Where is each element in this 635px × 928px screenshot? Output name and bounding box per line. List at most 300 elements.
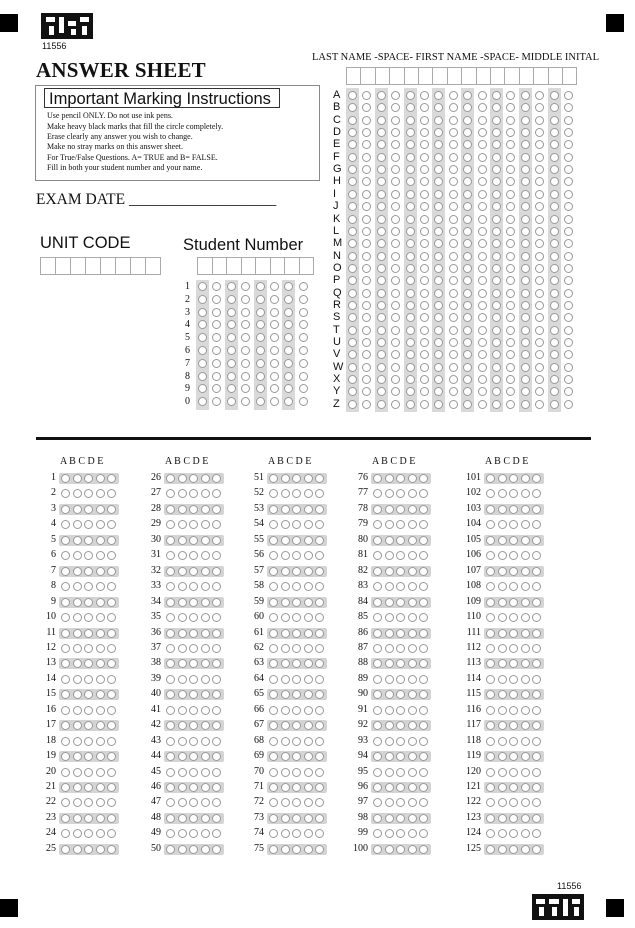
- name-bubble[interactable]: [377, 289, 386, 298]
- entry-box[interactable]: [490, 67, 505, 85]
- name-bubble[interactable]: [506, 215, 515, 224]
- name-bubble[interactable]: [362, 264, 371, 273]
- answer-bubble[interactable]: [107, 567, 116, 576]
- answer-bubble[interactable]: [107, 675, 116, 684]
- entry-box[interactable]: [241, 257, 257, 275]
- name-bubble[interactable]: [449, 301, 458, 310]
- name-bubble[interactable]: [564, 177, 573, 186]
- answer-bubble[interactable]: [408, 768, 417, 777]
- name-bubble[interactable]: [449, 387, 458, 396]
- answer-bubble[interactable]: [396, 706, 405, 715]
- answer-bubble[interactable]: [385, 474, 394, 483]
- name-bubble[interactable]: [362, 289, 371, 298]
- name-bubble[interactable]: [506, 202, 515, 211]
- answer-bubble[interactable]: [419, 582, 428, 591]
- name-bubble[interactable]: [492, 215, 501, 224]
- answer-bubble[interactable]: [107, 582, 116, 591]
- name-bubble[interactable]: [492, 116, 501, 125]
- entry-box[interactable]: [226, 257, 242, 275]
- answer-bubble[interactable]: [509, 706, 518, 715]
- name-bubble[interactable]: [377, 326, 386, 335]
- answer-bubble[interactable]: [315, 798, 324, 807]
- answer-bubble[interactable]: [521, 675, 530, 684]
- answer-bubble[interactable]: [385, 737, 394, 746]
- name-bubble[interactable]: [348, 215, 357, 224]
- name-bubble[interactable]: [420, 140, 429, 149]
- answer-bubble[interactable]: [96, 783, 105, 792]
- answer-bubble[interactable]: [486, 505, 495, 514]
- name-bubble[interactable]: [535, 375, 544, 384]
- name-bubble[interactable]: [463, 252, 472, 261]
- answer-bubble[interactable]: [73, 675, 82, 684]
- answer-bubble[interactable]: [532, 798, 541, 807]
- answer-bubble[interactable]: [292, 567, 301, 576]
- answer-bubble[interactable]: [84, 582, 93, 591]
- name-bubble[interactable]: [535, 301, 544, 310]
- name-bubble[interactable]: [377, 338, 386, 347]
- name-bubble[interactable]: [478, 400, 487, 409]
- entry-box[interactable]: [284, 257, 300, 275]
- answer-bubble[interactable]: [315, 829, 324, 838]
- answer-bubble[interactable]: [281, 598, 290, 607]
- name-bubble[interactable]: [377, 190, 386, 199]
- answer-bubble[interactable]: [408, 598, 417, 607]
- name-bubble[interactable]: [391, 326, 400, 335]
- name-bubble[interactable]: [564, 363, 573, 372]
- answer-bubble[interactable]: [96, 829, 105, 838]
- answer-bubble[interactable]: [521, 582, 530, 591]
- answer-bubble[interactable]: [178, 706, 187, 715]
- answer-bubble[interactable]: [315, 768, 324, 777]
- name-bubble[interactable]: [362, 116, 371, 125]
- answer-bubble[interactable]: [532, 706, 541, 715]
- answer-bubble[interactable]: [84, 474, 93, 483]
- name-bubble[interactable]: [362, 338, 371, 347]
- name-bubble[interactable]: [406, 128, 415, 137]
- answer-bubble[interactable]: [61, 737, 70, 746]
- name-bubble[interactable]: [449, 264, 458, 273]
- answer-bubble[interactable]: [61, 489, 70, 498]
- answer-bubble[interactable]: [269, 798, 278, 807]
- name-bubble[interactable]: [564, 387, 573, 396]
- answer-bubble[interactable]: [532, 768, 541, 777]
- answer-bubble[interactable]: [198, 282, 207, 291]
- answer-bubble[interactable]: [201, 768, 210, 777]
- answer-bubble[interactable]: [61, 567, 70, 576]
- answer-bubble[interactable]: [521, 783, 530, 792]
- name-bubble[interactable]: [449, 239, 458, 248]
- name-bubble[interactable]: [362, 276, 371, 285]
- name-bubble[interactable]: [550, 301, 559, 310]
- name-bubble[interactable]: [550, 387, 559, 396]
- answer-bubble[interactable]: [178, 598, 187, 607]
- answer-bubble[interactable]: [408, 752, 417, 761]
- answer-bubble[interactable]: [107, 551, 116, 560]
- answer-bubble[interactable]: [189, 706, 198, 715]
- name-bubble[interactable]: [362, 190, 371, 199]
- answer-bubble[interactable]: [212, 829, 221, 838]
- name-bubble[interactable]: [406, 301, 415, 310]
- answer-bubble[interactable]: [281, 644, 290, 653]
- name-bubble[interactable]: [535, 177, 544, 186]
- answer-bubble[interactable]: [166, 505, 175, 514]
- answer-bubble[interactable]: [61, 783, 70, 792]
- answer-bubble[interactable]: [373, 675, 382, 684]
- answer-bubble[interactable]: [84, 675, 93, 684]
- name-bubble[interactable]: [478, 313, 487, 322]
- name-bubble[interactable]: [564, 190, 573, 199]
- name-bubble[interactable]: [420, 165, 429, 174]
- answer-bubble[interactable]: [84, 629, 93, 638]
- answer-bubble[interactable]: [419, 706, 428, 715]
- answer-bubble[interactable]: [419, 845, 428, 854]
- answer-bubble[interactable]: [396, 829, 405, 838]
- name-bubble[interactable]: [535, 190, 544, 199]
- answer-bubble[interactable]: [201, 845, 210, 854]
- answer-bubble[interactable]: [227, 333, 236, 342]
- name-bubble[interactable]: [492, 252, 501, 261]
- answer-bubble[interactable]: [486, 814, 495, 823]
- answer-bubble[interactable]: [107, 629, 116, 638]
- name-bubble[interactable]: [521, 400, 530, 409]
- answer-bubble[interactable]: [521, 752, 530, 761]
- answer-bubble[interactable]: [521, 474, 530, 483]
- answer-bubble[interactable]: [532, 551, 541, 560]
- name-bubble[interactable]: [535, 338, 544, 347]
- name-bubble[interactable]: [420, 387, 429, 396]
- entry-box[interactable]: [40, 257, 56, 275]
- name-bubble[interactable]: [434, 326, 443, 335]
- answer-bubble[interactable]: [96, 690, 105, 699]
- name-bubble[interactable]: [564, 400, 573, 409]
- name-bubble[interactable]: [377, 116, 386, 125]
- answer-bubble[interactable]: [292, 551, 301, 560]
- answer-bubble[interactable]: [212, 737, 221, 746]
- name-bubble[interactable]: [391, 202, 400, 211]
- answer-bubble[interactable]: [299, 333, 308, 342]
- answer-bubble[interactable]: [189, 505, 198, 514]
- name-bubble[interactable]: [420, 177, 429, 186]
- name-bubble[interactable]: [420, 190, 429, 199]
- name-bubble[interactable]: [391, 252, 400, 261]
- answer-bubble[interactable]: [281, 752, 290, 761]
- name-bubble[interactable]: [521, 215, 530, 224]
- answer-bubble[interactable]: [107, 644, 116, 653]
- answer-bubble[interactable]: [201, 489, 210, 498]
- answer-bubble[interactable]: [96, 845, 105, 854]
- name-bubble[interactable]: [348, 301, 357, 310]
- answer-bubble[interactable]: [385, 489, 394, 498]
- name-bubble[interactable]: [362, 239, 371, 248]
- answer-bubble[interactable]: [385, 829, 394, 838]
- name-bubble[interactable]: [362, 252, 371, 261]
- answer-bubble[interactable]: [270, 308, 279, 317]
- answer-bubble[interactable]: [408, 829, 417, 838]
- answer-bubble[interactable]: [201, 629, 210, 638]
- answer-bubble[interactable]: [269, 520, 278, 529]
- answer-bubble[interactable]: [385, 659, 394, 668]
- answer-bubble[interactable]: [304, 598, 313, 607]
- name-bubble[interactable]: [535, 165, 544, 174]
- answer-bubble[interactable]: [84, 737, 93, 746]
- answer-bubble[interactable]: [166, 737, 175, 746]
- name-bubble[interactable]: [391, 165, 400, 174]
- answer-bubble[interactable]: [385, 721, 394, 730]
- answer-bubble[interactable]: [166, 783, 175, 792]
- answer-bubble[interactable]: [212, 783, 221, 792]
- name-bubble[interactable]: [478, 227, 487, 236]
- name-bubble[interactable]: [478, 202, 487, 211]
- answer-bubble[interactable]: [212, 372, 221, 381]
- name-bubble[interactable]: [362, 140, 371, 149]
- answer-bubble[interactable]: [299, 295, 308, 304]
- answer-bubble[interactable]: [419, 536, 428, 545]
- answer-bubble[interactable]: [509, 629, 518, 638]
- entry-box[interactable]: [389, 67, 404, 85]
- name-bubble[interactable]: [377, 375, 386, 384]
- name-bubble[interactable]: [506, 338, 515, 347]
- answer-bubble[interactable]: [178, 783, 187, 792]
- name-bubble[interactable]: [348, 91, 357, 100]
- name-bubble[interactable]: [506, 190, 515, 199]
- answer-bubble[interactable]: [269, 644, 278, 653]
- answer-bubble[interactable]: [299, 372, 308, 381]
- answer-bubble[interactable]: [385, 798, 394, 807]
- answer-bubble[interactable]: [408, 737, 417, 746]
- answer-bubble[interactable]: [84, 489, 93, 498]
- answer-bubble[interactable]: [498, 768, 507, 777]
- answer-bubble[interactable]: [189, 613, 198, 622]
- answer-bubble[interactable]: [107, 706, 116, 715]
- answer-bubble[interactable]: [166, 598, 175, 607]
- answer-bubble[interactable]: [419, 629, 428, 638]
- answer-bubble[interactable]: [486, 675, 495, 684]
- answer-bubble[interactable]: [281, 536, 290, 545]
- entry-box[interactable]: [447, 67, 462, 85]
- entry-box[interactable]: [130, 257, 146, 275]
- answer-bubble[interactable]: [96, 489, 105, 498]
- answer-bubble[interactable]: [299, 359, 308, 368]
- answer-bubble[interactable]: [281, 706, 290, 715]
- answer-bubble[interactable]: [166, 814, 175, 823]
- name-bubble[interactable]: [449, 103, 458, 112]
- name-bubble[interactable]: [391, 313, 400, 322]
- answer-bubble[interactable]: [299, 320, 308, 329]
- answer-bubble[interactable]: [532, 536, 541, 545]
- answer-bubble[interactable]: [498, 721, 507, 730]
- answer-bubble[interactable]: [73, 613, 82, 622]
- answer-bubble[interactable]: [532, 829, 541, 838]
- name-bubble[interactable]: [564, 375, 573, 384]
- answer-bubble[interactable]: [304, 551, 313, 560]
- answer-bubble[interactable]: [486, 536, 495, 545]
- name-bubble[interactable]: [362, 91, 371, 100]
- answer-bubble[interactable]: [256, 372, 265, 381]
- answer-bubble[interactable]: [385, 768, 394, 777]
- name-bubble[interactable]: [449, 375, 458, 384]
- answer-bubble[interactable]: [281, 582, 290, 591]
- name-bubble[interactable]: [550, 264, 559, 273]
- answer-bubble[interactable]: [396, 629, 405, 638]
- name-bubble[interactable]: [420, 313, 429, 322]
- name-bubble[interactable]: [391, 103, 400, 112]
- answer-bubble[interactable]: [178, 505, 187, 514]
- name-bubble[interactable]: [391, 153, 400, 162]
- answer-bubble[interactable]: [304, 845, 313, 854]
- name-bubble[interactable]: [478, 140, 487, 149]
- answer-bubble[interactable]: [270, 320, 279, 329]
- answer-bubble[interactable]: [408, 690, 417, 699]
- answer-bubble[interactable]: [498, 613, 507, 622]
- name-bubble[interactable]: [463, 227, 472, 236]
- answer-bubble[interactable]: [509, 551, 518, 560]
- answer-bubble[interactable]: [419, 567, 428, 576]
- answer-bubble[interactable]: [284, 372, 293, 381]
- name-bubble[interactable]: [377, 239, 386, 248]
- name-bubble[interactable]: [506, 350, 515, 359]
- answer-bubble[interactable]: [61, 613, 70, 622]
- answer-bubble[interactable]: [396, 613, 405, 622]
- name-bubble[interactable]: [420, 400, 429, 409]
- answer-bubble[interactable]: [73, 598, 82, 607]
- answer-bubble[interactable]: [107, 783, 116, 792]
- answer-bubble[interactable]: [201, 814, 210, 823]
- answer-bubble[interactable]: [61, 768, 70, 777]
- answer-bubble[interactable]: [166, 520, 175, 529]
- name-bubble[interactable]: [478, 252, 487, 261]
- answer-bubble[interactable]: [61, 644, 70, 653]
- name-bubble[interactable]: [420, 301, 429, 310]
- answer-bubble[interactable]: [419, 613, 428, 622]
- answer-bubble[interactable]: [212, 582, 221, 591]
- answer-bubble[interactable]: [73, 829, 82, 838]
- answer-bubble[interactable]: [299, 384, 308, 393]
- name-bubble[interactable]: [535, 116, 544, 125]
- name-bubble[interactable]: [521, 252, 530, 261]
- name-bubble[interactable]: [406, 153, 415, 162]
- name-bubble[interactable]: [348, 252, 357, 261]
- answer-bubble[interactable]: [396, 551, 405, 560]
- answer-bubble[interactable]: [178, 798, 187, 807]
- name-bubble[interactable]: [420, 116, 429, 125]
- name-bubble[interactable]: [521, 375, 530, 384]
- answer-bubble[interactable]: [304, 567, 313, 576]
- name-bubble[interactable]: [521, 91, 530, 100]
- name-bubble[interactable]: [406, 387, 415, 396]
- name-bubble[interactable]: [506, 363, 515, 372]
- name-bubble[interactable]: [535, 276, 544, 285]
- answer-bubble[interactable]: [281, 737, 290, 746]
- answer-bubble[interactable]: [498, 536, 507, 545]
- answer-bubble[interactable]: [269, 845, 278, 854]
- answer-bubble[interactable]: [84, 505, 93, 514]
- name-bubble[interactable]: [478, 239, 487, 248]
- answer-bubble[interactable]: [315, 613, 324, 622]
- name-bubble[interactable]: [362, 375, 371, 384]
- answer-bubble[interactable]: [212, 282, 221, 291]
- answer-bubble[interactable]: [498, 829, 507, 838]
- name-bubble[interactable]: [564, 91, 573, 100]
- name-bubble[interactable]: [377, 264, 386, 273]
- answer-bubble[interactable]: [498, 567, 507, 576]
- answer-bubble[interactable]: [385, 520, 394, 529]
- name-bubble[interactable]: [564, 153, 573, 162]
- answer-bubble[interactable]: [292, 829, 301, 838]
- answer-bubble[interactable]: [256, 346, 265, 355]
- name-bubble[interactable]: [391, 140, 400, 149]
- answer-bubble[interactable]: [73, 489, 82, 498]
- answer-bubble[interactable]: [96, 675, 105, 684]
- answer-bubble[interactable]: [178, 567, 187, 576]
- name-bubble[interactable]: [420, 103, 429, 112]
- answer-bubble[interactable]: [284, 308, 293, 317]
- name-bubble[interactable]: [348, 289, 357, 298]
- name-bubble[interactable]: [406, 326, 415, 335]
- name-bubble[interactable]: [362, 301, 371, 310]
- answer-bubble[interactable]: [408, 551, 417, 560]
- name-bubble[interactable]: [506, 301, 515, 310]
- answer-bubble[interactable]: [521, 598, 530, 607]
- answer-bubble[interactable]: [385, 629, 394, 638]
- answer-bubble[interactable]: [178, 474, 187, 483]
- answer-bubble[interactable]: [201, 829, 210, 838]
- answer-bubble[interactable]: [292, 536, 301, 545]
- name-bubble[interactable]: [492, 289, 501, 298]
- name-bubble[interactable]: [564, 140, 573, 149]
- name-bubble[interactable]: [449, 227, 458, 236]
- name-bubble[interactable]: [478, 264, 487, 273]
- answer-bubble[interactable]: [521, 829, 530, 838]
- answer-bubble[interactable]: [373, 474, 382, 483]
- answer-bubble[interactable]: [373, 489, 382, 498]
- answer-bubble[interactable]: [299, 397, 308, 406]
- answer-bubble[interactable]: [498, 675, 507, 684]
- answer-bubble[interactable]: [373, 629, 382, 638]
- answer-bubble[interactable]: [315, 551, 324, 560]
- answer-bubble[interactable]: [212, 798, 221, 807]
- answer-bubble[interactable]: [373, 783, 382, 792]
- answer-bubble[interactable]: [189, 814, 198, 823]
- answer-bubble[interactable]: [509, 489, 518, 498]
- name-bubble[interactable]: [535, 103, 544, 112]
- answer-bubble[interactable]: [189, 629, 198, 638]
- answer-bubble[interactable]: [241, 397, 250, 406]
- answer-bubble[interactable]: [408, 783, 417, 792]
- answer-bubble[interactable]: [292, 629, 301, 638]
- answer-bubble[interactable]: [281, 629, 290, 638]
- answer-bubble[interactable]: [396, 737, 405, 746]
- name-bubble[interactable]: [535, 227, 544, 236]
- answer-bubble[interactable]: [304, 675, 313, 684]
- name-bubble[interactable]: [478, 91, 487, 100]
- name-bubble[interactable]: [564, 338, 573, 347]
- name-bubble[interactable]: [550, 239, 559, 248]
- answer-bubble[interactable]: [270, 359, 279, 368]
- name-bubble[interactable]: [420, 350, 429, 359]
- answer-bubble[interactable]: [292, 706, 301, 715]
- answer-bubble[interactable]: [509, 474, 518, 483]
- name-bubble[interactable]: [406, 276, 415, 285]
- answer-bubble[interactable]: [256, 295, 265, 304]
- answer-bubble[interactable]: [498, 814, 507, 823]
- answer-bubble[interactable]: [498, 706, 507, 715]
- answer-bubble[interactable]: [498, 690, 507, 699]
- name-bubble[interactable]: [535, 363, 544, 372]
- name-bubble[interactable]: [478, 215, 487, 224]
- answer-bubble[interactable]: [532, 783, 541, 792]
- name-bubble[interactable]: [478, 116, 487, 125]
- name-bubble[interactable]: [406, 350, 415, 359]
